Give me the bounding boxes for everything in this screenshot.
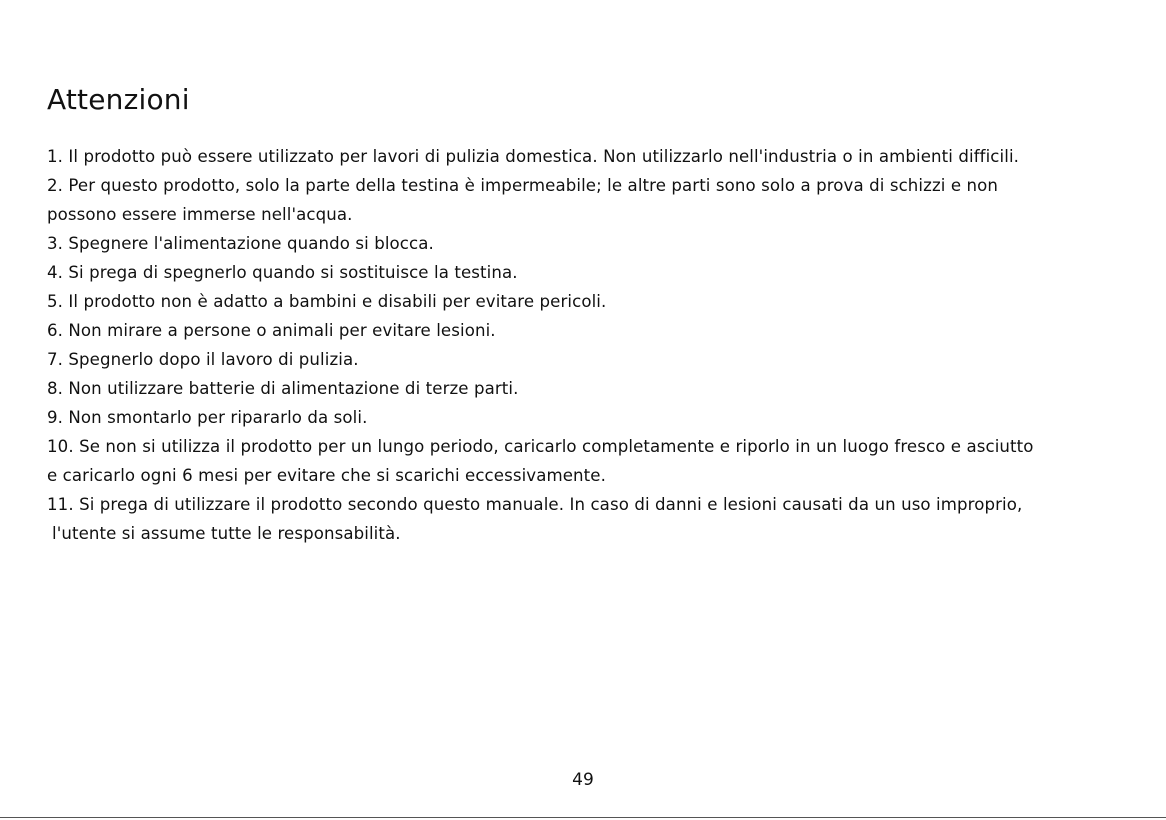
page-title: Attenzioni	[47, 83, 190, 116]
list-line: 8. Non utilizzare batterie di alimentazione di terze parti.	[47, 379, 519, 398]
list-line: 11. Si prega di utilizzare il prodotto secondo questo manuale. In caso di danni e lesioni causati da un uso improprio,	[47, 495, 1023, 514]
bottom-divider	[0, 817, 1166, 818]
page-number: 49	[572, 770, 594, 790]
list-line: 7. Spegnerlo dopo il lavoro di pulizia.	[47, 350, 359, 369]
list-line: e caricarlo ogni 6 mesi per evitare che si scarichi eccessivamente.	[47, 466, 606, 485]
list-line: l'utente si assume tutte le responsabilità.	[52, 524, 401, 543]
list-line: 4. Si prega di spegnerlo quando si sostituisce la testina.	[47, 263, 518, 282]
list-line: 3. Spegnere l'alimentazione quando si blocca.	[47, 234, 434, 253]
list-line: 5. Il prodotto non è adatto a bambini e disabili per evitare pericoli.	[47, 292, 607, 311]
list-line: 10. Se non si utilizza il prodotto per un lungo periodo, caricarlo completamente e riporlo in un luogo fresco e asciutto	[47, 437, 1034, 456]
list-line: 9. Non smontarlo per ripararlo da soli.	[47, 408, 368, 427]
list-line: 1. Il prodotto può essere utilizzato per lavori di pulizia domestica. Non utilizzarlo nell'industria o in ambienti difficili.	[47, 147, 1020, 166]
list-line: 6. Non mirare a persone o animali per evitare lesioni.	[47, 321, 496, 340]
list-line: 2. Per questo prodotto, solo la parte della testina è impermeabile; le altre parti sono solo a prova di schizzi e non	[47, 176, 999, 195]
list-line: possono essere immerse nell'acqua.	[47, 205, 353, 224]
precautions-list	[47, 142, 1147, 548]
